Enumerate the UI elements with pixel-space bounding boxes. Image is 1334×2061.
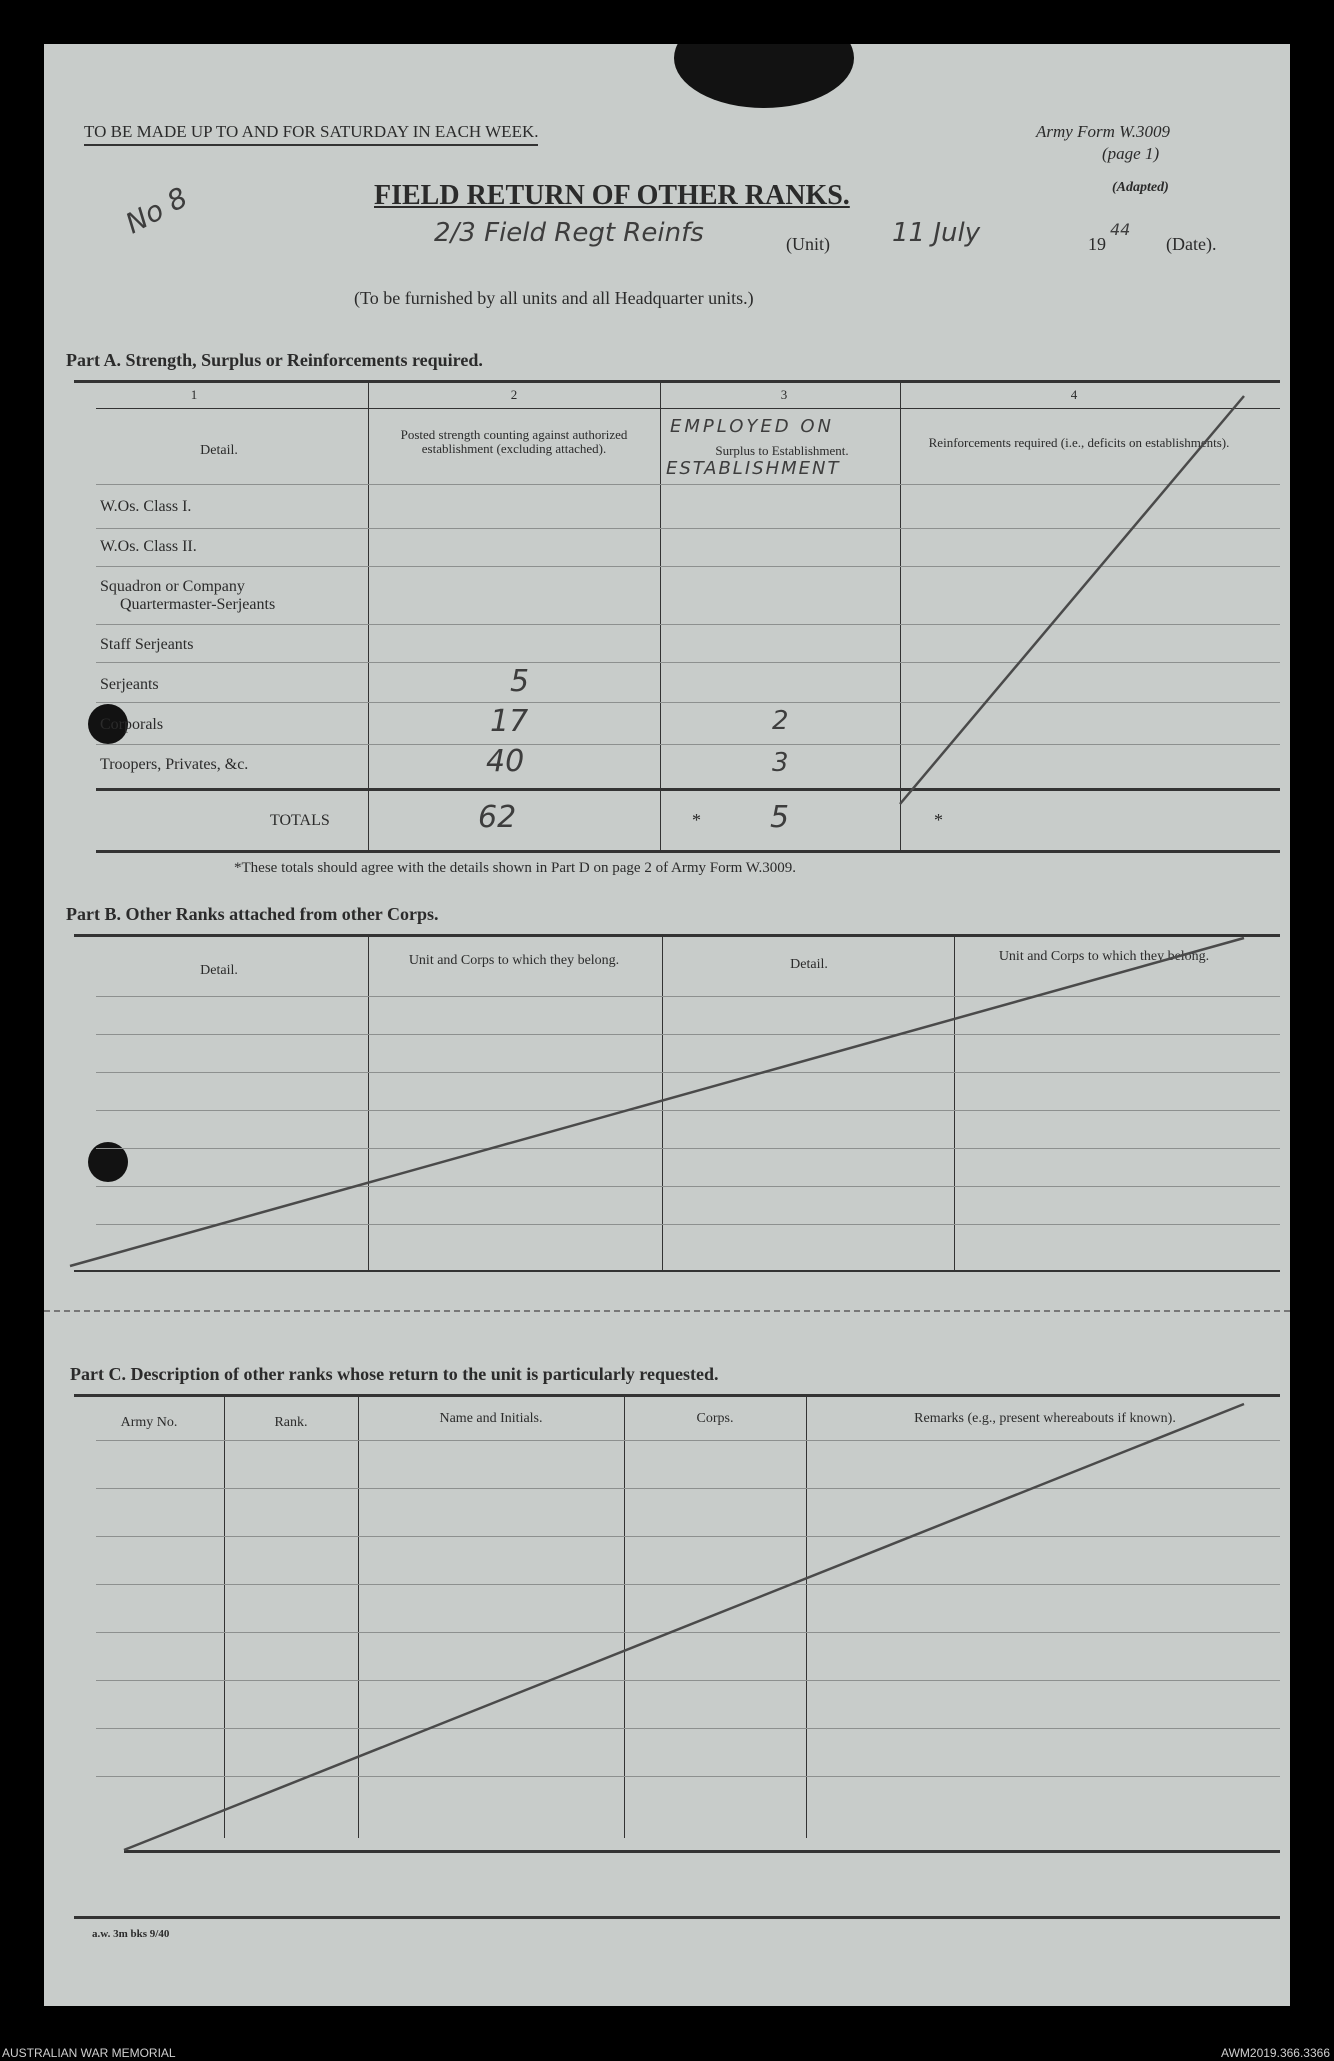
row-label-corporals: Corporals — [100, 716, 164, 733]
part-c-header-corps: Corps. — [696, 1411, 734, 1426]
form-sheet — [44, 44, 1290, 2006]
footer-right: AWM2019.366.3366 — [1221, 2046, 1330, 2060]
row-label-serjeants: Serjeants — [100, 676, 159, 693]
form-name: Army Form W.3009 — [1036, 122, 1170, 141]
instruction-line: TO BE MADE UP TO AND FOR SATURDAY IN EACH WEEK. — [84, 122, 538, 146]
part-b-header-3: Detail. — [790, 957, 828, 972]
part-b-header-1: Detail. — [200, 963, 238, 978]
part-a-col-num-3: 3 — [780, 387, 788, 402]
part-b-header-4: Unit and Corps to which they belong. — [998, 949, 1210, 964]
surplus-corporals: 2 — [772, 706, 789, 736]
row-label-cqms-2: Quartermaster-Serjeants — [120, 596, 276, 613]
print-code: a.w. 3m bks 9/40 — [92, 1928, 170, 1940]
year-handwritten: 44 — [1110, 220, 1131, 239]
perforation — [44, 1310, 1290, 1312]
part-c-header-rank: Rank. — [274, 1415, 308, 1430]
part-a-title: Part A. Strength, Surplus or Reinforcements required. — [66, 350, 483, 370]
posted-serjeants: 5 — [510, 664, 530, 699]
date-handwritten: 11 July — [892, 218, 981, 248]
pencil-strike-line — [70, 938, 1244, 1266]
col3-handwritten-top: EMPLOYED ON — [670, 416, 834, 437]
furnished-note: (To be furnished by all units and all Headquarter units.) — [354, 288, 754, 308]
part-a-col3-header: Surplus to Establishment. — [715, 443, 849, 458]
part-b-title: Part B. Other Ranks attached from other Corps. — [66, 904, 439, 924]
year-prefix: 19 — [1088, 234, 1106, 254]
part-a-col-num-2: 2 — [510, 387, 518, 402]
pencil-strike-line — [124, 1404, 1244, 1850]
total-surplus: 5 — [770, 800, 790, 835]
part-a-col4-header: Reinforcements required (i.e., deficits on establishments). — [928, 435, 1230, 450]
part-a-col1-header: Detail. — [200, 443, 238, 458]
row-label-wo2: W.Os. Class II. — [100, 538, 197, 555]
surplus-privates: 3 — [772, 748, 789, 778]
pencil-strike-line — [900, 396, 1244, 804]
part-c-title: Part C. Description of other ranks whose return to the unit is particularly requested. — [70, 1364, 719, 1384]
part-a-col-num-1: 1 — [190, 387, 198, 402]
totals-label: TOTALS — [270, 812, 330, 829]
total-reinf-asterisk: * — [934, 810, 943, 830]
part-a-col2-header: Posted strength counting against authorized establishment (excluding attached). — [400, 427, 628, 456]
part-b-header-2: Unit and Corps to which they belong. — [408, 953, 620, 968]
part-c-header-name: Name and Initials. — [439, 1411, 543, 1426]
row-label-cqms: Squadron or Company — [100, 578, 245, 595]
posted-privates: 40 — [486, 744, 525, 779]
row-label-staff-serjeants: Staff Serjeants — [100, 636, 194, 653]
col3-handwritten-bottom: ESTABLISHMENT — [666, 458, 841, 479]
form-adapted: (Adapted) — [1112, 180, 1169, 195]
part-c-header-remarks: Remarks (e.g., present whereabouts if known). — [914, 1411, 1176, 1426]
form-page: (page 1) — [1102, 144, 1160, 163]
row-label-privates: Troopers, Privates, &c. — [100, 756, 249, 773]
part-c-header-army-no: Army No. — [120, 1415, 178, 1430]
part-c-cross-line — [44, 1394, 1290, 1864]
footer-left: AUSTRALIAN WAR MEMORIAL — [2, 2046, 176, 2060]
total-surplus-asterisk: * — [692, 810, 701, 830]
date-label: (Date). — [1166, 234, 1217, 254]
unit-label: (Unit) — [786, 234, 830, 254]
form-title: FIELD RETURN OF OTHER RANKS. — [374, 180, 850, 211]
part-c-bottom-rule — [74, 1916, 1280, 1919]
margin-note: No 8 — [120, 180, 193, 241]
total-posted: 62 — [478, 800, 517, 835]
part-b-cross-line — [44, 924, 1290, 1284]
row-label-wo1: W.Os. Class I. — [100, 498, 192, 515]
part-a-col-num-4: 4 — [1070, 387, 1078, 402]
posted-corporals: 17 — [490, 704, 529, 739]
unit-handwritten: 2/3 Field Regt Reinfs — [434, 218, 704, 248]
part-a-cross-line — [44, 44, 1290, 864]
part-a-footnote: *These totals should agree with the details shown in Part D on page 2 of Army Form W.3009. — [234, 860, 797, 876]
